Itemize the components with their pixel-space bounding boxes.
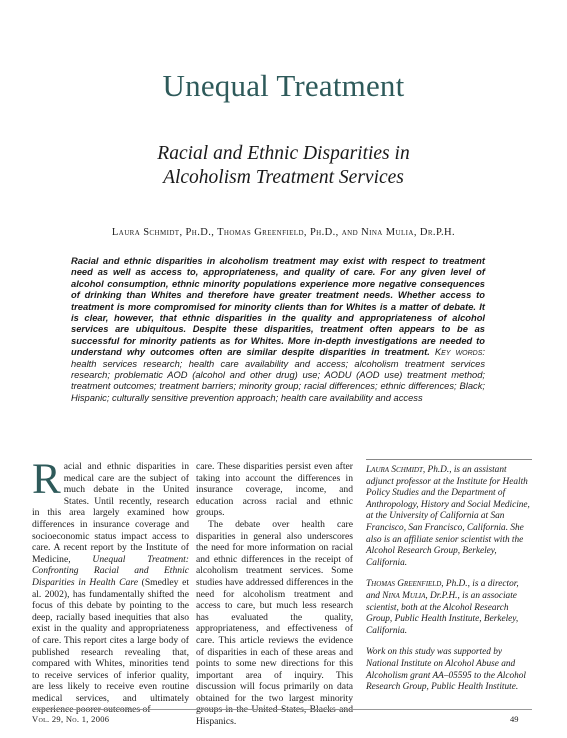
author-byline: Laura Schmidt, Ph.D., Thomas Greenfield, Ph.D., and Nina Mulia, Dr.P.H. xyxy=(111,227,456,238)
author-note-greenfield-mulia xyxy=(366,579,532,637)
abstract-body: Racial and ethnic disparities in alcoholism treatment may exist with respect to treatment need as well as access to, appropriateness, and quality of care. For any given level of alcohol consumption, ethnic minority populations experience more negative consequences of drinking than Whites and therefore have greater treatment needs. Whether access to treatment is more compromised for minority clients than for Whites is a matter of debate. It is clear, however, that ethnic disparities in the quality and appropriateness of alcohol services are ubiquitous. Despite these disparities, treatment often appears to be as successful for minority patients as for Whites. More in-depth investigations are needed to understand why outcomes often are similar despite disparities in treatment. xyxy=(71,256,485,358)
body-column-1 xyxy=(32,456,189,716)
author-bio: Dr.P.H., is an associate scientist, both at the Alcohol Research Group, Public Health Institute, Berkeley, California. xyxy=(366,590,519,636)
keywords-label: Key words: xyxy=(434,347,485,358)
subtitle-line-2: Alcoholism Treatment Services xyxy=(163,167,404,188)
page-number: 49 xyxy=(510,714,519,724)
footer-rule xyxy=(32,709,532,710)
author-bio: Ph.D., is a director, and xyxy=(366,579,519,601)
col1-text-a: acial and ethnic disparities in medical care are the subject of much debate in the United States. Until recently, research in this area largely examined how differences in insurance coverage and socioeconomic status impact access to care. A recent report by the Institute of Medicine, xyxy=(32,461,189,565)
col2-paragraph-2: The debate over health care disparities in general also underscores the need for more information on racial and ethnic differences in the receipt of alcoholism treatment services. Some studies have addressed differences in the need for alcoholism treatment and access to care, but much less research has evaluated the quality, appropriateness, and effectiveness of care. This article reviews the evidence of disparities in each of these areas and points to some new directions for this important area of inquiry. This discussion will focus primarily on data obtained for the two largest minority groups in the United States, Blacks and Hispanics. xyxy=(196,518,353,728)
abstract xyxy=(71,256,485,404)
author-name: Thomas Greenfield, xyxy=(366,579,444,590)
keywords: health services research; health care availability and access; alcoholism treatment services research; problematic AOD (alcohol and other drug) use; AODU (AOD use) treatment method; treatment outcomes; treatment barriers; minority group; racial differences; ethnic differences; Black; Hispanic; culturally sensitive prevention approach; health care availability and access xyxy=(71,358,485,403)
article-title: Unequal Treatment xyxy=(162,68,405,103)
col1-text-b: (Smedley et al. 2002), has fundamentally shifted the focus of this debate by pointing to the deep, racially based inequities that also exist in the quality and appropriateness of care. This report cites a large body of published research revealing that, compared with Whites, minorities tend to receive services of inferior quality, are less likely to receive even routine medical services, and ultimately experience poorer outcomes of xyxy=(32,576,189,716)
subtitle-line-1: Racial and Ethnic Disparities in xyxy=(157,143,410,164)
author-name: Nina Mulia, xyxy=(382,590,428,601)
drop-cap: R xyxy=(32,456,61,503)
author-notes-sidebar xyxy=(366,459,532,704)
author-note-schmidt xyxy=(366,465,532,569)
cited-report-title: Unequal Treatment: Confronting Racial and Ethnic Disparities in Health Care xyxy=(32,553,189,588)
funding-note: Work on this study was supported by National Institute on Alcohol Abuse and Alcoholism grant AA–05595 to the Alcohol Research Group, Public Health Institute. xyxy=(366,647,527,693)
author-name: Laura Schmidt, xyxy=(366,465,426,475)
col2-paragraph-1: care. These disparities persist even after taking into account the differences in insurance coverage, income, and education across racial and ethnic groups. xyxy=(196,461,353,519)
author-bio: Ph.D., is an assistant adjunct professor at the Institute for Health Policy Studies and the Department of Anthropology, History and Social Medicine, at the University of California at San Francisco, San Francisco, California. She also is an affiliate senior scientist with the Alcohol Research Group, Berkeley, California. xyxy=(366,465,530,568)
journal-volume: Vol. 29, No. 1, 2006 xyxy=(32,714,110,724)
body-column-2 xyxy=(196,461,353,728)
article-subtitle xyxy=(0,142,567,190)
